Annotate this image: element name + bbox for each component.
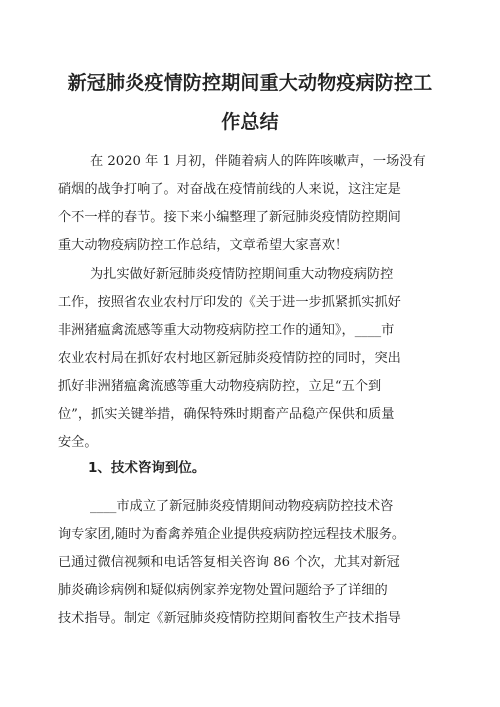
document-title-line-2: 作总结 (221, 111, 279, 133)
paragraph-background (58, 261, 458, 457)
paragraph-line: 已通过微信视频和电话答复相关咨询 86 个次，尤其对新冠 (58, 555, 400, 570)
paragraph-line: ____市成立了新冠肺炎疫情期间动物疫病防控技术咨 (90, 499, 394, 514)
paragraph-line: 技术指导。制定《新冠肺炎疫情防控期间畜牧生产技术指导 (58, 611, 401, 626)
paragraph-line: 工作，按照省农业农村厅印发的《关于进一步抓紧抓实抓好 (58, 295, 401, 310)
paragraph-line: 安全。 (58, 435, 98, 450)
paragraph-line: 重大动物疫病防控工作总结，文章希望大家喜欢！ (58, 238, 349, 253)
paragraph-line: 农业农村局在抓好农村地区新冠肺炎疫情防控的同时，突出 (58, 351, 401, 366)
paragraph-line: 位”，抓实关键举措，确保特殊时期畜产品稳产保供和质量 (58, 407, 395, 422)
paragraph-intro (58, 148, 458, 260)
paragraph-line: 抓好非洲猪瘟禽流感等重大动物疫病防控，立足“五个到 (58, 379, 382, 394)
paragraph-line: 询专家团,随时为畜禽养殖企业提供疫病防控远程技术服务。 (58, 527, 406, 542)
paragraph-line: 为扎实做好新冠肺炎疫情防控期间重大动物疫病防控 (90, 267, 394, 282)
paragraph-technical-consulting (58, 493, 458, 633)
paragraph-line: 在 2020 年 1 月初，伴随着病人的阵阵咳嗽声，一场没有 (90, 154, 426, 169)
document-title-line-1: 新冠肺炎疫情防控期间重大动物疫病防控工 (67, 72, 433, 94)
section-heading: 1、技术咨询到位。 (88, 460, 206, 476)
paragraph-line: 硝烟的战争打响了。对奋战在疫情前线的人来说，这注定是 (58, 182, 401, 197)
paragraph-line: 肺炎确诊病例和疑似病例家养宠物处置问题给予了详细的 (58, 583, 388, 598)
paragraph-line: 个不一样的春节。接下来小编整理了新冠肺炎疫情防控期间 (58, 210, 401, 225)
paragraph-line: 非洲猪瘟禽流感等重大动物疫病防控工作的通知》，____市 (58, 323, 395, 338)
